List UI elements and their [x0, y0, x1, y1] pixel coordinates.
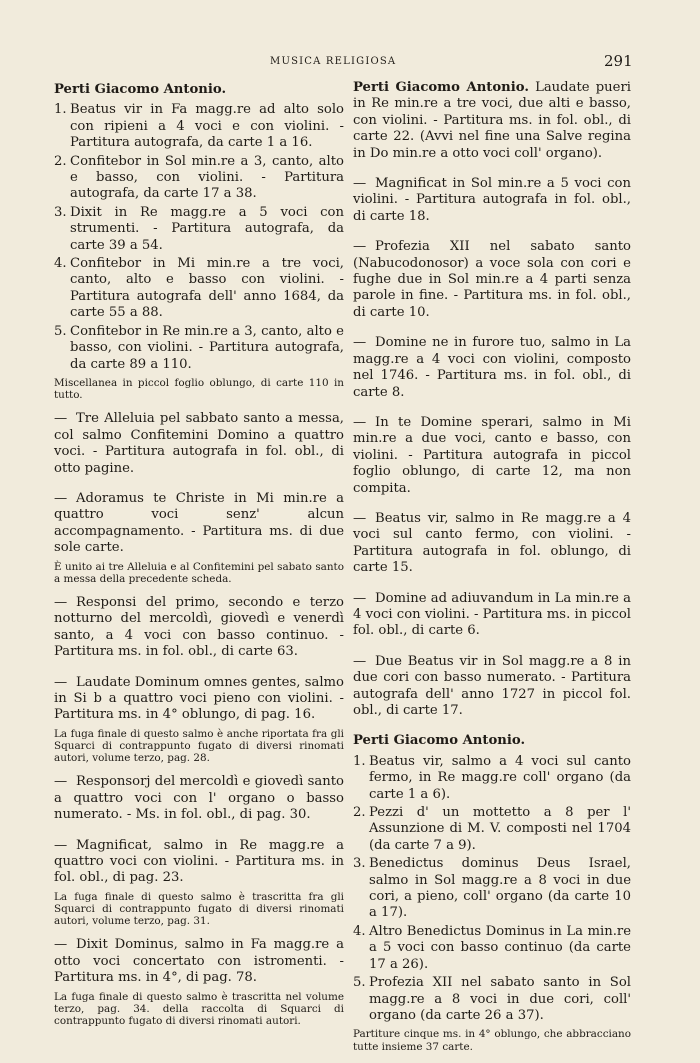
catalog-entry	[54, 774, 344, 823]
item-number: 5.	[54, 323, 67, 339]
entry-text: Responsi del primo, secondo e terzo notturno del mercoldì, giovedì e venerdì santo, a 4 voci con basso continuo. - Partitura ms. in fol. obl., di carte 63.	[54, 594, 344, 660]
item-number: 4.	[54, 256, 67, 272]
item-text: Pezzi d' un mottetto a 8 per l' Assunzione di M. V. composti nel 1704 (da carte 7 a 9).	[369, 805, 631, 853]
page-number: 291	[604, 52, 633, 70]
list-item	[54, 205, 344, 254]
entry-dash: —	[353, 653, 367, 669]
catalog-entry	[54, 491, 344, 557]
entry-text: Tre Alleluia pel sabbato santo a messa, col salmo Confitemini Domino a quattro voci. - Partitura autografa in fol. obl., di otto pagine.	[54, 411, 344, 476]
catalog-entry	[353, 335, 631, 401]
item-number: 1.	[353, 753, 366, 769]
catalog-entry	[353, 239, 631, 321]
item-number: 3.	[54, 204, 67, 220]
entry-text: Domine ne in furore tuo, salmo in La magg.re a 4 voci con violini, composto nel 1746. - Partitura ms. in fol. obl., di carte 8.	[353, 335, 631, 400]
item-text: Confitebor in Mi min.re a tre voci, canto, alto e basso con violini. - Partitura autografa dell' anno 1684, da carte 55 a 88.	[70, 256, 344, 321]
item-number: 1.	[54, 102, 67, 118]
list-item	[54, 324, 344, 373]
entry-dash: —	[353, 176, 367, 192]
entry-text: Magnificat in Sol min.re a 5 voci con violini. - Partitura autografa in fol. obl., di carte 18.	[353, 176, 631, 224]
item-number: 2.	[54, 153, 67, 169]
item-text: Confitebor in Sol min.re a 3, canto, alto e basso, con violini. - Partitura autografa, da carte 17 a 38.	[70, 153, 344, 202]
entry-text: Adoramus te Christe in Mi min.re a quattro voci senz' alcun accompagnamento. - Partitura ms. di due sole carte.	[54, 490, 344, 556]
entry-dash: —	[54, 774, 68, 790]
entry-text: Beatus vir, salmo in Re magg.re a 4 voci sul canto fermo, con violini. - Partitura autografa in fol. oblungo, di carte 15.	[353, 510, 631, 576]
list-item	[353, 975, 631, 1024]
numbered-list	[54, 102, 344, 373]
catalog-entry	[54, 838, 344, 887]
entry-text: Profezia XII nel sabato santo (Nabucodonosor) a voce sola con cori e fughe due in Sol min.re a 4 parti senza parole in fine. - Partitura ms. in fol. obl., di carte 10.	[353, 239, 631, 320]
list-item	[54, 154, 344, 203]
numbered-list	[353, 754, 631, 1025]
entry-text: Responsorj del mercoldì e giovedì santo a quattro voci con l' organo o basso numerato. - Ms. in fol. obl., di pag. 30.	[54, 774, 344, 823]
footnote: È unito ai tre Alleluia e al Confitemini pel sabato santo a messa della precedente scheda.	[54, 560, 344, 585]
page-header	[0, 52, 700, 72]
list-item	[353, 856, 631, 922]
list-item	[353, 754, 631, 803]
entry-text: Magnificat, salmo in Re magg.re a quattro voci con violini. - Partitura ms. in fol. obl., di pag. 23.	[54, 837, 344, 886]
author-heading: Perti Giacomo Antonio.	[353, 733, 526, 749]
item-number: 4.	[353, 923, 366, 939]
entry-text: Laudate Dominum omnes gentes, salmo in Si b a quattro voci pieno con violini. - Partitura ms. in 4° oblungo, di pag. 16.	[54, 674, 344, 723]
catalog-entry	[353, 415, 631, 497]
footnote: La fuga finale di questo salmo è anche riportata fra gli Squarci di contrappunto fugato di diversi rinomati autori, volume terzo, pag. 28.	[54, 727, 344, 765]
catalog-entry	[54, 937, 344, 986]
item-text: Beatus vir in Fa magg.re ad alto solo con ripieni a 4 voci e con violini. - Partitura autografa, da carte 1 a 16.	[70, 102, 344, 151]
entry-text: Due Beatus vir in Sol magg.re a 8 in due cori con basso numerato. - Partitura autografa dell' anno 1727 in piccol fol. obl., di carte 17.	[353, 653, 631, 718]
item-text: Confitebor in Re min.re a 3, canto, alto e basso, con violini. - Partitura autografa, da carte 89 a 110.	[70, 323, 344, 372]
list-item	[353, 924, 631, 973]
list-item	[353, 805, 631, 854]
entry-dash: —	[54, 490, 68, 506]
entry-text: Laudate pueri in Re min.re a tre voci, due alti e basso, con violini. - Partitura ms. in fol. obl., di carte 22. (Avvi nel fine una Salve regina in Do min.re a otto voci coll' organo).	[353, 80, 631, 161]
entry-dash: —	[54, 594, 68, 610]
entry-text: In te Domine sperari, salmo in Mi min.re a due voci, canto e basso, con violini. - Partitura autografa in piccol foglio oblungo, di carte 12, ma non compita.	[353, 414, 631, 496]
right-column	[353, 80, 631, 1063]
item-number: 2.	[353, 805, 366, 821]
item-number: 5.	[353, 975, 366, 991]
entry-dash: —	[54, 837, 68, 853]
entry-text: Domine ad adiuvandum in La min.re a 4 voci con violini. - Partitura ms. in piccol fol. obl., di carte 6.	[353, 590, 631, 639]
item-text: Benedictus dominus Deus Israel, salmo in Sol magg.re a 8 voci in due cori, a pieno, coll' organo (da carte 10 a 17).	[369, 856, 631, 921]
author-heading: Perti Giacomo Antonio.	[54, 82, 227, 97]
entry-dash: —	[54, 937, 68, 953]
catalog-entry	[54, 411, 344, 477]
catalog-entry	[353, 80, 631, 162]
catalog-entry	[353, 591, 631, 640]
catalog-entry	[353, 654, 631, 720]
catalog-entry	[353, 176, 631, 225]
item-text: Altro Benedictus Dominus in La min.re a 5 voci con basso continuo (da carte 17 a 26).	[369, 923, 631, 972]
author-heading: Perti Giacomo Antonio.	[353, 80, 529, 95]
footnote: Miscellanea in piccol foglio oblungo, di carte 110 in tutto.	[54, 376, 344, 402]
footnote: Partiture cinque ms. in 4° oblungo, che abbracciano tutte insieme 37 carte.	[353, 1028, 631, 1053]
footnote: La fuga finale di questo salmo è trascritta fra gli Squarci di contrappunto fugato di diversi rinomati autori, volume terzo, pag. 31.	[54, 890, 344, 928]
entry-dash: —	[54, 411, 68, 427]
list-item	[54, 102, 344, 151]
catalog-entry	[353, 511, 631, 577]
left-column	[54, 82, 344, 1037]
footnote: La fuga finale di questo salmo è trascritta nel volume terzo, pag. 34. della raccolta di Squarci di contrappunto fugato di diversi rinomati autori.	[54, 990, 344, 1028]
catalog-entry	[54, 595, 344, 661]
entry-dash: —	[353, 335, 367, 351]
entry-text: Dixit Dominus, salmo in Fa magg.re a otto voci concertato con istromenti. - Partitura ms. in 4°, di pag. 78.	[54, 937, 344, 986]
item-text: Profezia XII nel sabato santo in Sol magg.re a 8 voci in due cori, coll' organo (da carte 26 a 37).	[369, 975, 631, 1023]
entry-dash: —	[353, 590, 367, 606]
list-item	[54, 256, 344, 322]
item-number: 3.	[353, 856, 366, 872]
entry-dash: —	[54, 674, 68, 690]
entry-dash: —	[353, 414, 367, 430]
item-text: Beatus vir, salmo a 4 voci sul canto fermo, in Re magg.re coll' organo (da carte 1 a 6).	[369, 753, 631, 802]
item-text: Dixit in Re magg.re a 5 voci con strumenti. - Partitura autografa, da carte 39 a 54.	[70, 204, 344, 253]
entry-dash: —	[353, 510, 367, 526]
catalog-entry	[54, 675, 344, 724]
entry-dash: —	[353, 239, 367, 255]
running-head: MUSICA RELIGIOSA	[270, 56, 397, 67]
